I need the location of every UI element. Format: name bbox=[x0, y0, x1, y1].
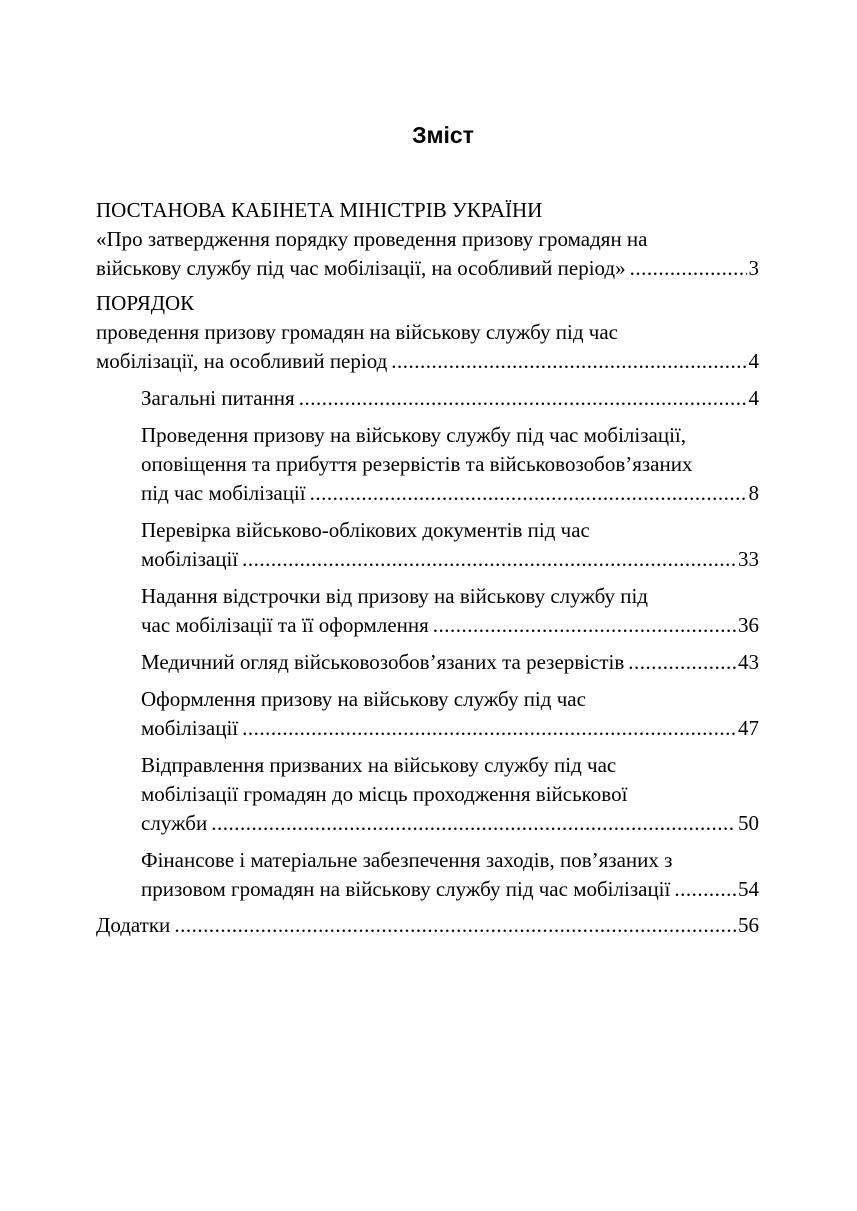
toc-entry-conscription[interactable] bbox=[96, 421, 759, 508]
dot-leader bbox=[628, 648, 736, 677]
toc-entry-dispatch[interactable] bbox=[96, 751, 759, 838]
toc-page-number: 43 bbox=[738, 650, 759, 674]
dot-leader bbox=[391, 347, 746, 376]
toc-entry-line: Фінансове і матеріальне забезпечення заходів, пов’язаних з bbox=[141, 848, 673, 872]
toc-entry-text: Загальні питання bbox=[141, 386, 295, 410]
toc-entry-procedure[interactable] bbox=[96, 289, 759, 376]
toc-entry-text: час мобілізації та її оформлення bbox=[141, 613, 429, 637]
toc-page-number: 8 bbox=[748, 481, 759, 505]
toc-entry-line: мобілізації громадян до місць проходження військової bbox=[141, 782, 628, 806]
toc-entry-appendices[interactable] bbox=[96, 911, 759, 940]
toc-entry-resolution[interactable] bbox=[96, 196, 759, 283]
toc-page-number: 4 bbox=[748, 349, 759, 373]
toc-entry-text: призовом громадян на військову службу під час мобілізації bbox=[141, 877, 671, 901]
toc-page-number: 3 bbox=[748, 256, 759, 280]
toc-entry-last-line bbox=[141, 384, 759, 413]
toc-entry-last-line bbox=[141, 875, 759, 904]
toc-entry-medical[interactable] bbox=[96, 648, 759, 677]
dot-leader bbox=[630, 254, 747, 283]
dot-leader bbox=[211, 809, 736, 838]
toc-entry-last-line bbox=[96, 347, 759, 376]
toc-entry-text: служби bbox=[141, 811, 208, 835]
toc-entry-last-line bbox=[141, 714, 759, 743]
toc-entry-text: мобілізації bbox=[141, 547, 239, 571]
toc-entry-line: Оформлення призову на військову службу під час bbox=[141, 687, 586, 711]
toc-entry-line: Відправлення призваних на військову службу під час bbox=[141, 753, 617, 777]
toc-entry-line: оповіщення та прибуття резервістів та військовозобов’язаних bbox=[141, 452, 693, 476]
toc-entry-financing[interactable] bbox=[96, 846, 759, 904]
dot-leader bbox=[674, 875, 736, 904]
toc-entry-deferment[interactable] bbox=[96, 582, 759, 640]
toc-entry-text: Додатки bbox=[96, 913, 171, 937]
toc-entry-text: мобілізації, на особливий період bbox=[96, 349, 388, 373]
dot-leader bbox=[242, 545, 736, 574]
toc-page-number: 54 bbox=[738, 877, 759, 901]
toc-entry-text: мобілізації bbox=[141, 716, 239, 740]
toc-entry-registration[interactable] bbox=[96, 685, 759, 743]
toc-entry-line: «Про затвердження порядку проведення призову громадян на bbox=[96, 227, 648, 251]
toc-entry-text: військову службу під час мобілізації, на особливий період» bbox=[96, 256, 626, 280]
toc-entry-heading: ПОСТАНОВА КАБІНЕТА МІНІСТРІВ УКРАЇНИ bbox=[96, 198, 543, 222]
toc-entry-last-line bbox=[141, 809, 759, 838]
toc-page-number: 36 bbox=[738, 613, 759, 637]
toc-entry-line: Надання відстрочки від призову на військову службу під bbox=[141, 584, 648, 608]
dot-leader bbox=[242, 714, 736, 743]
dot-leader bbox=[174, 911, 736, 940]
toc-entry-documents-check[interactable] bbox=[96, 516, 759, 574]
toc-entry-heading: ПОРЯДОК bbox=[96, 291, 195, 315]
toc-page-number: 33 bbox=[738, 547, 759, 571]
toc-page-number: 50 bbox=[738, 811, 759, 835]
toc-entry-line: Проведення призову на військову службу під час мобілізації, bbox=[141, 423, 687, 447]
toc-page-number: 4 bbox=[748, 386, 759, 410]
dot-leader bbox=[310, 479, 747, 508]
toc-entry-last-line bbox=[141, 648, 759, 677]
toc-entry-last-line bbox=[96, 254, 759, 283]
table-of-contents bbox=[96, 196, 759, 940]
toc-entry-last-line bbox=[141, 479, 759, 508]
toc-entry-line: проведення призову громадян на військову службу під час bbox=[96, 320, 618, 344]
toc-entry-general[interactable] bbox=[96, 384, 759, 413]
dot-leader bbox=[433, 611, 736, 640]
dot-leader bbox=[299, 384, 747, 413]
page-title: Зміст bbox=[412, 122, 474, 148]
toc-entry-last-line bbox=[96, 911, 759, 940]
toc-entry-line: Перевірка військово-облікових документів під час bbox=[141, 518, 590, 542]
toc-page-number: 56 bbox=[738, 913, 759, 937]
toc-page-number: 47 bbox=[738, 716, 759, 740]
toc-entry-last-line bbox=[141, 545, 759, 574]
toc-entry-text: під час мобілізації bbox=[141, 481, 306, 505]
toc-entry-text: Медичний огляд військовозобов’язаних та резервістів bbox=[141, 650, 625, 674]
toc-entry-last-line bbox=[141, 611, 759, 640]
